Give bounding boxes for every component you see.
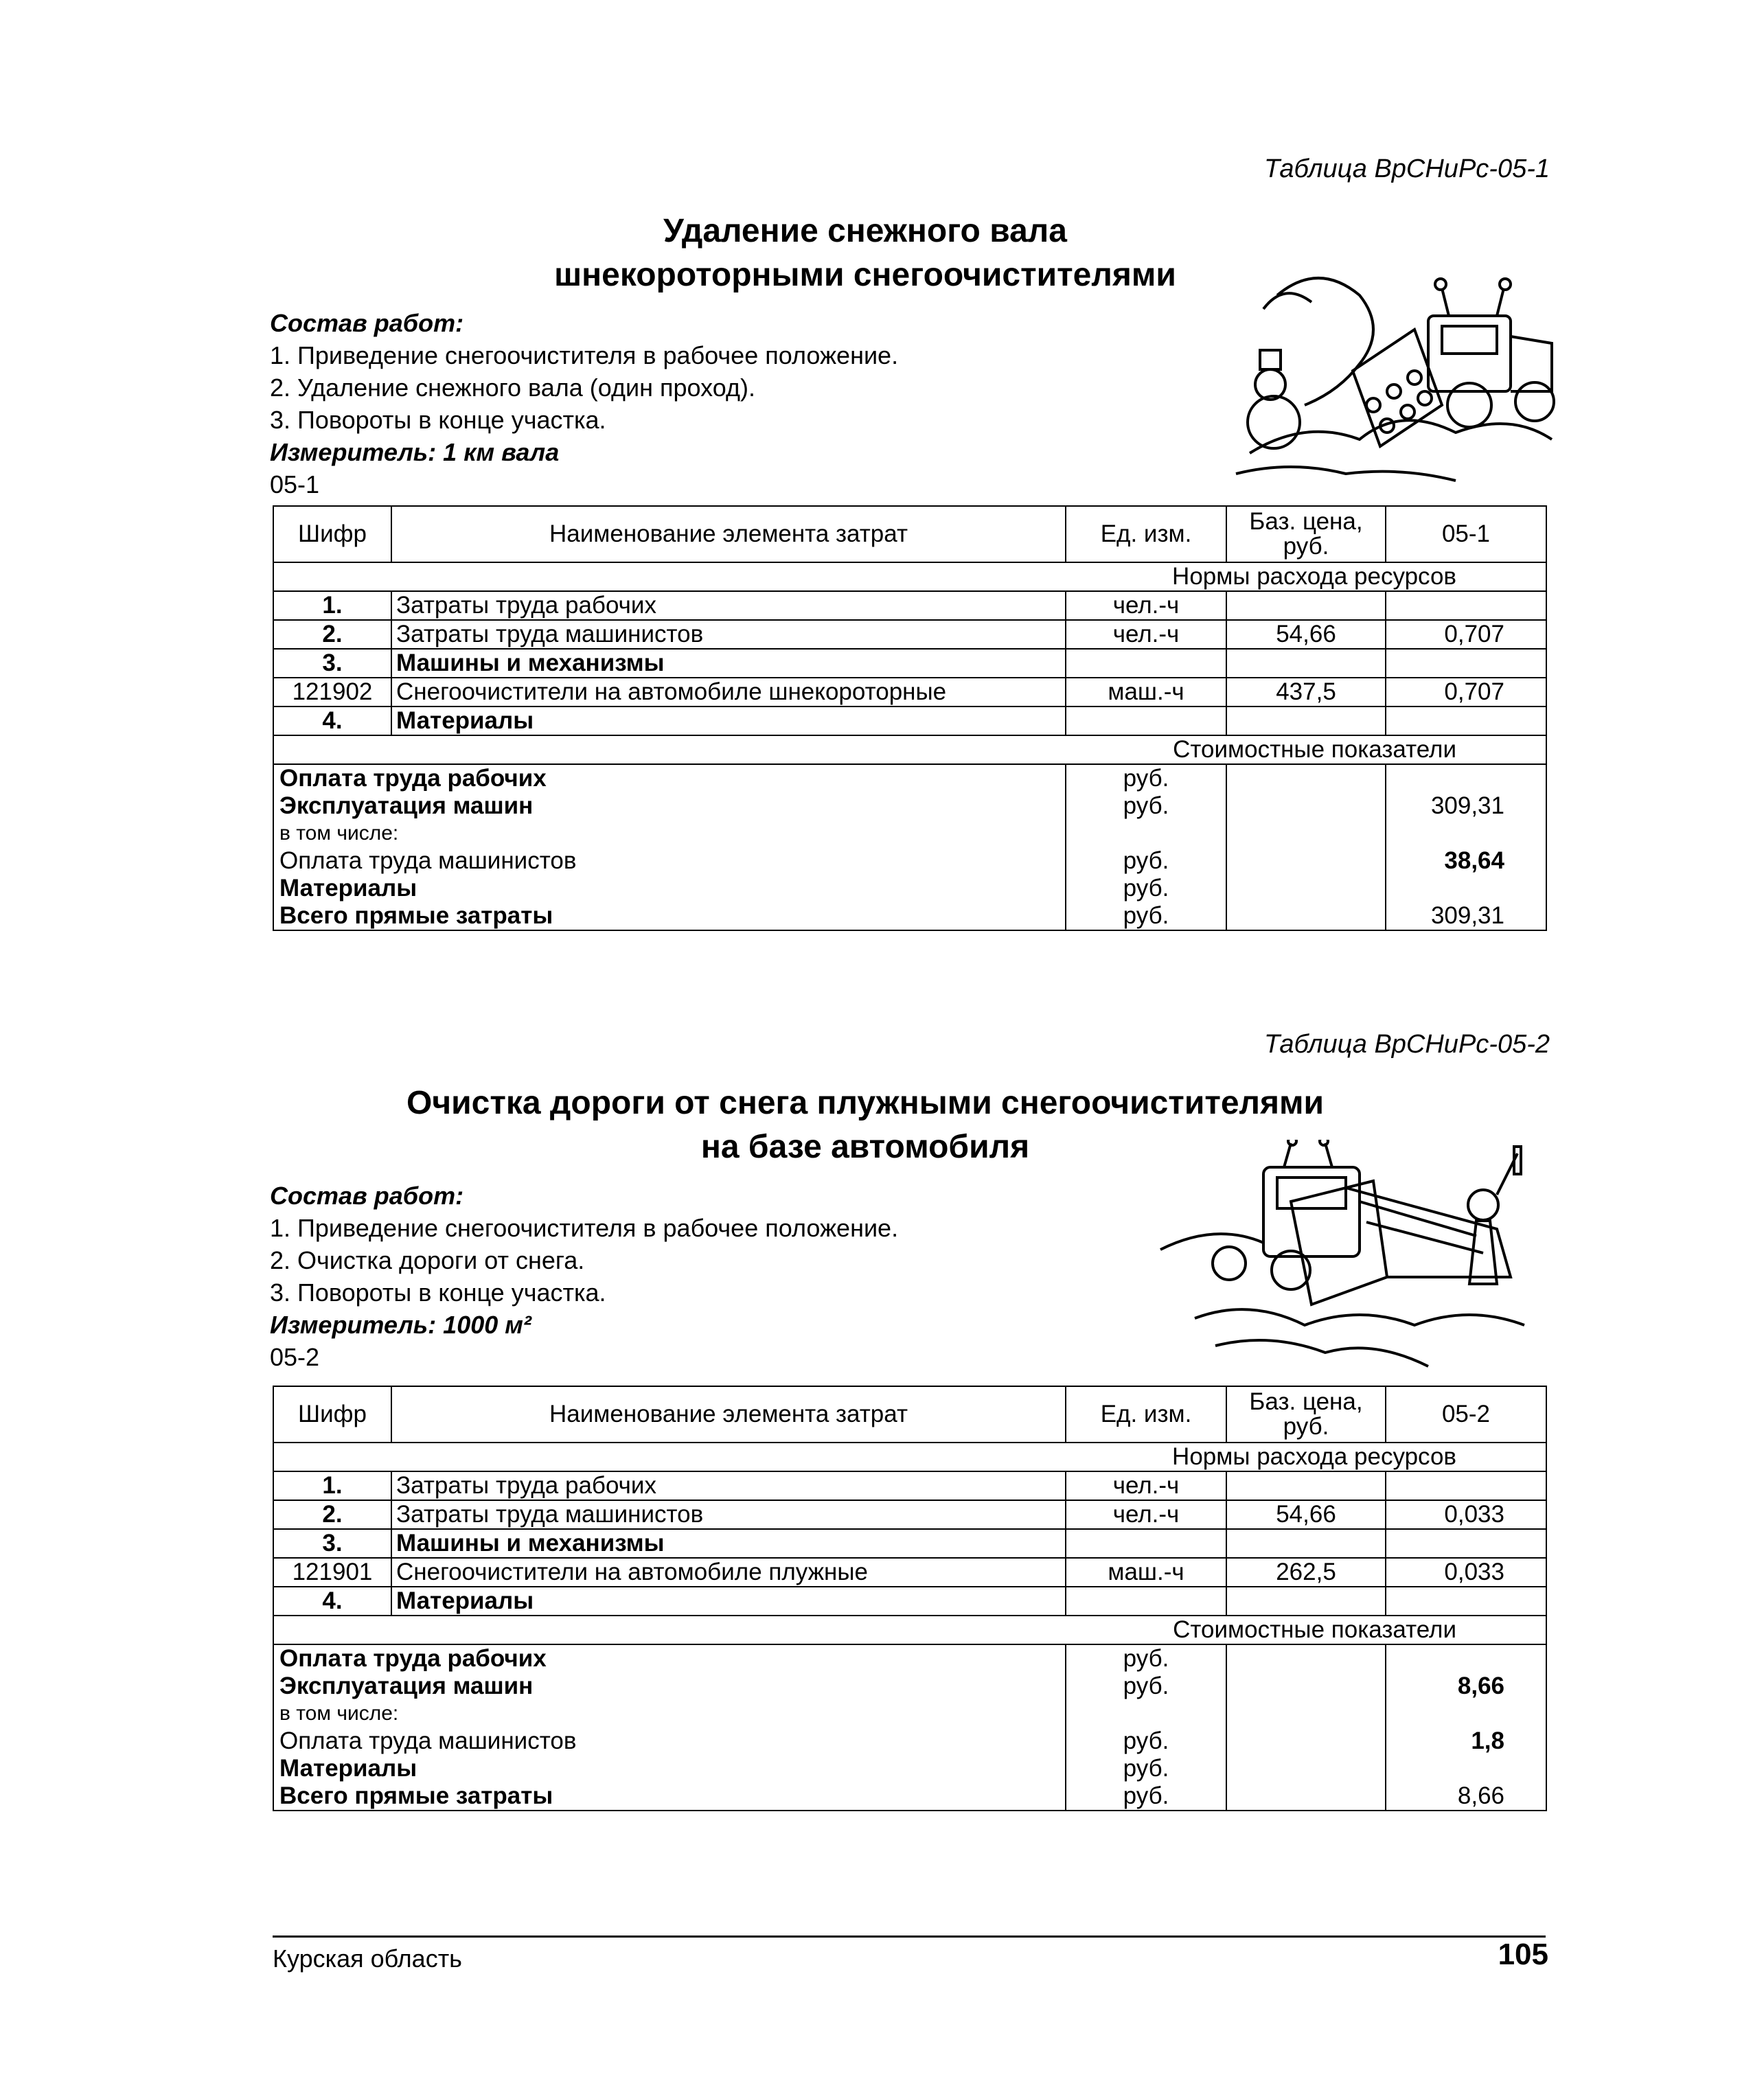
header-norm: 05-1 xyxy=(1386,506,1546,562)
work-item: 2. Очистка дороги от снега. xyxy=(270,1246,585,1274)
section-title xyxy=(522,209,1209,297)
cost-name: Всего прямые затраты xyxy=(279,1782,553,1809)
cost-values xyxy=(1386,1644,1546,1811)
row-value xyxy=(1386,1471,1546,1500)
row-unit: маш.-ч xyxy=(1066,678,1226,707)
table-row xyxy=(273,1500,1546,1529)
cost-name: Всего прямые затраты xyxy=(279,902,553,929)
table-code: 05-1 xyxy=(270,470,320,498)
cost-value: 8,66 xyxy=(1457,1782,1504,1809)
table-row xyxy=(273,1471,1546,1500)
work-item: 2. Удаление снежного вала (один проход). xyxy=(270,374,755,402)
title-line: Удаление снежного вала xyxy=(663,213,1067,249)
cost-unit xyxy=(1066,820,1226,847)
row-name: Снегоочистители на автомобиле шнекороторные xyxy=(391,678,1066,707)
work-header: Состав работ: xyxy=(270,309,464,337)
cost-heading-row xyxy=(273,735,1546,764)
cost-block-row xyxy=(273,1644,1546,1811)
cost-unit: руб. xyxy=(1123,902,1169,929)
cost-value xyxy=(1386,1755,1546,1782)
cost-unit: руб. xyxy=(1123,847,1169,874)
cost-unit: руб. xyxy=(1123,1645,1169,1672)
table-row xyxy=(273,678,1546,707)
cost-units xyxy=(1066,1644,1226,1811)
cost-heading: Стоимостные показатели xyxy=(273,1616,1546,1644)
cost-name: Оплата труда машинистов xyxy=(279,847,577,874)
cost-block-row xyxy=(273,764,1546,930)
cost-unit: руб. xyxy=(1123,765,1169,792)
row-unit xyxy=(1066,1587,1226,1616)
work-item: 1. Приведение снегоочистителя в рабочее положение. xyxy=(270,1214,899,1242)
header-price: Баз. цена, руб. xyxy=(1226,1386,1386,1443)
work-header: Состав работ: xyxy=(270,1182,464,1210)
cost-name: Оплата труда рабочих xyxy=(279,765,547,792)
cost-unit xyxy=(1066,1700,1226,1727)
row-price xyxy=(1226,1529,1386,1558)
row-name: Материалы xyxy=(391,1587,1066,1616)
measure-unit: Измеритель: 1 км вала xyxy=(270,438,560,466)
row-code: 2. xyxy=(273,620,391,649)
cost-unit: руб. xyxy=(1123,1673,1169,1699)
cost-name: в том числе: xyxy=(279,1702,399,1725)
cost-name: Материалы xyxy=(279,875,417,901)
table-row xyxy=(273,1558,1546,1587)
row-value xyxy=(1386,1587,1546,1616)
snow-blower-illustration xyxy=(1222,268,1566,501)
cost-value xyxy=(1386,1700,1546,1727)
table-row xyxy=(273,707,1546,735)
footer-divider xyxy=(273,1936,1546,1938)
row-unit xyxy=(1066,707,1226,735)
table-row xyxy=(273,1529,1546,1558)
row-price: 262,5 xyxy=(1226,1558,1386,1587)
cost-value xyxy=(1386,820,1546,847)
cost-heading-row xyxy=(273,1616,1546,1644)
snow-plow-illustration xyxy=(1154,1140,1538,1373)
row-unit: чел.-ч xyxy=(1066,591,1226,620)
row-unit: маш.-ч xyxy=(1066,1558,1226,1587)
header-name: Наименование элемента затрат xyxy=(391,1386,1066,1443)
table-row xyxy=(273,591,1546,620)
cost-unit: руб. xyxy=(1123,792,1169,819)
cost-unit: руб. xyxy=(1123,1782,1169,1809)
row-unit: чел.-ч xyxy=(1066,620,1226,649)
row-name: Затраты труда рабочих xyxy=(391,591,1066,620)
table-header-row xyxy=(273,506,1546,562)
row-code: 121902 xyxy=(273,678,391,707)
table-header-row xyxy=(273,1386,1546,1443)
work-item: 3. Повороты в конце участка. xyxy=(270,406,606,434)
header-code: Шифр xyxy=(273,506,391,562)
table-row xyxy=(273,649,1546,678)
row-unit xyxy=(1066,1529,1226,1558)
norms-heading-row xyxy=(273,562,1546,591)
row-name: Затраты труда машинистов xyxy=(391,620,1066,649)
header-unit: Ед. изм. xyxy=(1066,506,1226,562)
norms-heading: Нормы расхода ресурсов xyxy=(273,562,1546,591)
work-composition xyxy=(270,1180,898,1373)
cost-name: Оплата труда рабочих xyxy=(279,1645,547,1672)
row-code: 3. xyxy=(273,1529,391,1558)
table-row xyxy=(273,1587,1546,1616)
cost-value: 38,64 xyxy=(1444,847,1504,874)
row-code: 1. xyxy=(273,1471,391,1500)
row-value xyxy=(1386,707,1546,735)
cost-names xyxy=(273,1644,1066,1811)
header-price: Баз. цена, руб. xyxy=(1226,506,1386,562)
cost-table xyxy=(273,1386,1547,1811)
title-line: шнекороторными снегоочистителями xyxy=(554,257,1176,293)
cost-name: Оплата труда машинистов xyxy=(279,1727,577,1754)
cost-table xyxy=(273,505,1547,931)
row-price: 437,5 xyxy=(1226,678,1386,707)
cost-value: 1,8 xyxy=(1471,1727,1504,1754)
cost-name: Эксплуатация машин xyxy=(279,792,534,819)
footer-region: Курская область xyxy=(273,1944,462,1973)
cost-unit: руб. xyxy=(1123,1727,1169,1754)
cost-unit: руб. xyxy=(1123,1755,1169,1782)
cost-heading: Стоимостные показатели xyxy=(273,735,1546,764)
row-price: 54,66 xyxy=(1226,620,1386,649)
row-value xyxy=(1386,649,1546,678)
table-row xyxy=(273,620,1546,649)
cost-value xyxy=(1386,1645,1546,1673)
header-name: Наименование элемента затрат xyxy=(391,506,1066,562)
row-value xyxy=(1386,591,1546,620)
row-price xyxy=(1226,1587,1386,1616)
norms-heading: Нормы расхода ресурсов xyxy=(273,1443,1546,1471)
work-item: 3. Повороты в конце участка. xyxy=(270,1278,606,1307)
row-code: 4. xyxy=(273,707,391,735)
row-value: 0,707 xyxy=(1386,620,1546,649)
cost-value: 309,31 xyxy=(1430,902,1504,929)
row-price xyxy=(1226,591,1386,620)
cost-value xyxy=(1386,875,1546,902)
title-line: на базе автомобиля xyxy=(700,1129,1030,1165)
title-line: Очистка дороги от снега плужными снегоочистителями xyxy=(406,1085,1325,1121)
header-code: Шифр xyxy=(273,1386,391,1443)
row-code: 121901 xyxy=(273,1558,391,1587)
row-unit: чел.-ч xyxy=(1066,1500,1226,1529)
row-name: Затраты труда рабочих xyxy=(391,1471,1066,1500)
row-code: 2. xyxy=(273,1500,391,1529)
row-code: 4. xyxy=(273,1587,391,1616)
cost-units xyxy=(1066,764,1226,930)
header-norm: 05-2 xyxy=(1386,1386,1546,1443)
table-label: Таблица ВрСНиРс-05-1 xyxy=(1263,154,1550,183)
header-unit: Ед. изм. xyxy=(1066,1386,1226,1443)
row-name: Машины и механизмы xyxy=(391,1529,1066,1558)
row-unit: чел.-ч xyxy=(1066,1471,1226,1500)
row-name: Материалы xyxy=(391,707,1066,735)
row-value xyxy=(1386,1529,1546,1558)
row-name: Снегоочистители на автомобиле плужные xyxy=(391,1558,1066,1587)
table-code: 05-2 xyxy=(270,1343,320,1371)
cost-name: Эксплуатация машин xyxy=(279,1673,534,1699)
cost-value: 8,66 xyxy=(1457,1673,1504,1699)
row-price: 54,66 xyxy=(1226,1500,1386,1529)
cost-unit: руб. xyxy=(1123,875,1169,901)
work-composition xyxy=(270,307,898,501)
cost-price-empty xyxy=(1226,1644,1386,1811)
row-price xyxy=(1226,707,1386,735)
row-value: 0,033 xyxy=(1386,1558,1546,1587)
row-price xyxy=(1226,1471,1386,1500)
row-code: 3. xyxy=(273,649,391,678)
cost-price-empty xyxy=(1226,764,1386,930)
row-price xyxy=(1226,649,1386,678)
row-code: 1. xyxy=(273,591,391,620)
row-name: Машины и механизмы xyxy=(391,649,1066,678)
page-number: 105 xyxy=(1498,1938,1548,1971)
cost-names xyxy=(273,764,1066,930)
row-value: 0,033 xyxy=(1386,1500,1546,1529)
row-name: Затраты труда машинистов xyxy=(391,1500,1066,1529)
measure-unit: Измеритель: 1000 м² xyxy=(270,1311,531,1339)
row-value: 0,707 xyxy=(1386,678,1546,707)
cost-name: в том числе: xyxy=(279,822,399,845)
row-unit xyxy=(1066,649,1226,678)
norms-heading-row xyxy=(273,1443,1546,1471)
cost-value xyxy=(1386,765,1546,792)
cost-name: Материалы xyxy=(279,1755,417,1782)
work-item: 1. Приведение снегоочистителя в рабочее положение. xyxy=(270,341,899,369)
table-label: Таблица ВрСНиРс-05-2 xyxy=(1263,1030,1550,1059)
cost-value: 309,31 xyxy=(1430,792,1504,819)
cost-values xyxy=(1386,764,1546,930)
